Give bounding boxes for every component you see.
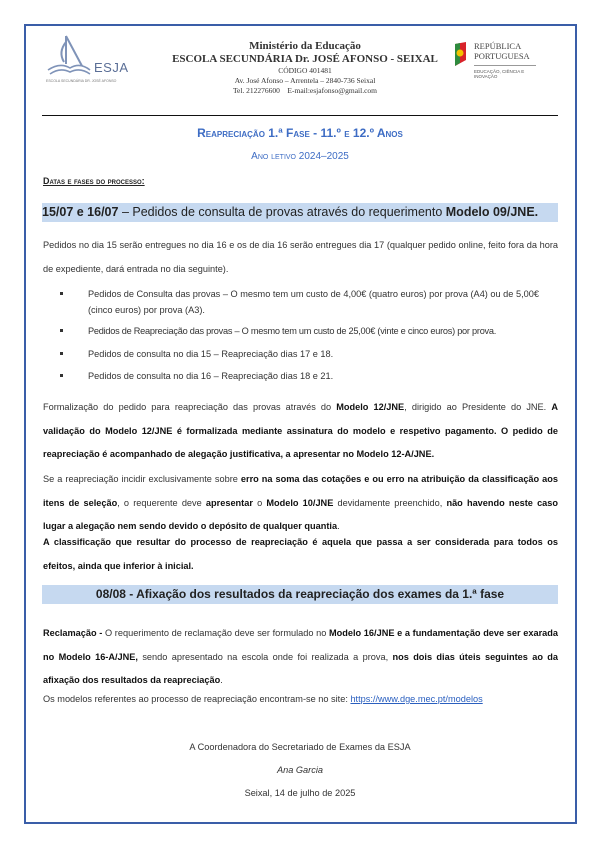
header-divider <box>42 115 558 116</box>
school-address: Av. José Afonso – Arrentela – 2840-736 Seixal <box>234 76 376 85</box>
phase2-heading: 08/08 - Afixação dos resultados da reapreciação dos exames da 1.ª fase <box>42 585 558 604</box>
signature-name: Ana Garcia <box>277 765 323 775</box>
phase1-model: Modelo 09/JNE. <box>445 205 539 219</box>
bold-text: Reclamação - <box>43 628 103 638</box>
portugal-flag-icon <box>452 42 470 66</box>
bold-text: erro na soma das cotações e ou erro na atribuição da classificação aos itens de seleção <box>43 474 558 508</box>
section-label: Datas e fases do processo: <box>43 176 145 186</box>
signature-role: A Coordenadora do Secretariado de Exames da ESJA <box>189 742 411 752</box>
bold-text: não havendo neste caso lugar a alegação nem sendo devido o depósito de qualquer quantia <box>43 497 559 531</box>
list-item <box>74 368 558 384</box>
republic-line1: REPÚBLICA <box>474 41 522 51</box>
text: O requerimento de reclamação deve ser formulado no <box>102 628 329 638</box>
bold-text: A validação do Modelo 12/JNE é formalizada mediante assinatura do modelo e respetivo pagamento. O pedido de reapreciação é acompanhado de alegação justificativa, a apresentar no Modelo 12-A/JNE. <box>43 402 558 459</box>
models-link[interactable]: https://www.dge.mec.pt/modelos <box>350 694 483 704</box>
bold-text: nos dois dias úteis seguintes ao da afixação dos resultados da reapreciação <box>43 651 559 685</box>
text: Os modelos referentes ao processo de reapreciação encontram-se no site: <box>43 694 351 704</box>
bold-text: Modelo 10/JNE <box>266 497 334 508</box>
republic-line2: PORTUGUESA <box>474 51 530 61</box>
list-item-text: Pedidos de consulta no dia 15 – Reapreciação dias 17 e 18. <box>88 349 334 359</box>
ministry-name: Ministério da Educação <box>249 40 361 52</box>
text: . <box>220 675 223 685</box>
letterhead <box>150 40 460 96</box>
logo-text: ESJA <box>94 60 129 75</box>
error-paragraph <box>43 468 558 539</box>
school-year: Ano letivo 2024–2025 <box>251 151 349 162</box>
logo-subtext: ESCOLA SECUNDÁRIA DR. JOSÉ AFONSO <box>46 79 117 83</box>
classification-paragraph: A classificação que resultar do processo de reapreciação é aquela que passa a ser considerada para todos os efeitos, ainda que inferior à inicial. <box>43 537 558 571</box>
text: , dirigido ao Presidente do JNE. <box>404 402 552 412</box>
models-paragraph <box>43 688 558 712</box>
school-code: CÓDIGO 401481 <box>278 66 332 75</box>
place-date: Seixal, 14 de julho de 2025 <box>244 788 356 798</box>
list-item <box>74 346 558 362</box>
republic-divider <box>474 65 536 66</box>
complaint-paragraph <box>43 622 558 693</box>
intro-paragraph: Pedidos no dia 15 serão entregues no dia 16 e os de dia 16 serão entregues dia 17 (qualquer pedido online, feito fora da hora de expediente, dará entrada no dia seguinte). <box>43 240 558 274</box>
document-title: Reapreciação 1.ª Fase - 11.º e 12.º Anos <box>197 126 403 140</box>
text: sendo apresentado na escola onde foi realizada a prova, <box>137 651 393 662</box>
bold-text: Modelo 16/JNE e a fundamentação deve ser exarada no Modelo 16-A/JNE, <box>43 628 558 662</box>
phase1-text: – Pedidos de consulta de provas através do requerimento <box>118 205 446 219</box>
school-logo <box>44 34 134 88</box>
text: devidamente preenchido, <box>333 497 447 508</box>
list-item <box>74 286 558 318</box>
school-contact: Tel. 212276600 E-mail:esjafonso@gmail.com <box>232 86 378 95</box>
list-item-text: Pedidos de Reapreciação das provas – O mesmo tem um custo de 25,00€ (vinte e cinco euros) por prova. <box>88 326 497 336</box>
text: , o requerente deve <box>117 497 206 508</box>
bold-text: Modelo 12/JNE <box>336 402 405 412</box>
text: Formalização do pedido para reapreciação das provas através do <box>43 402 337 412</box>
list-item <box>74 323 558 339</box>
list-item-text: Pedidos de consulta no dia 16 – Reapreciação dias 18 e 21. <box>88 371 334 381</box>
phase1-heading <box>42 203 558 222</box>
text: o <box>252 497 267 508</box>
republic-ministry: EDUCAÇÃO, CIÊNCIA E INOVAÇÃO <box>474 69 525 79</box>
phase1-date: 15/07 e 16/07 <box>42 205 119 219</box>
bold-text: apresentar <box>205 497 253 508</box>
text: Se a reapreciação incidir exclusivamente sobre <box>43 474 241 484</box>
school-name: ESCOLA SECUNDÁRIA Dr. JOSÉ AFONSO - SEIXAL <box>172 53 438 65</box>
text: . <box>337 521 340 531</box>
sail-book-icon <box>44 34 94 78</box>
list-item-text: Pedidos de Consulta das provas – O mesmo tem um custo de 4,00€ (quatro euros) por prova (A4) ou de 5,00€ (cinco euros) por prova (A3). <box>88 289 539 315</box>
formalization-paragraph <box>43 396 558 467</box>
